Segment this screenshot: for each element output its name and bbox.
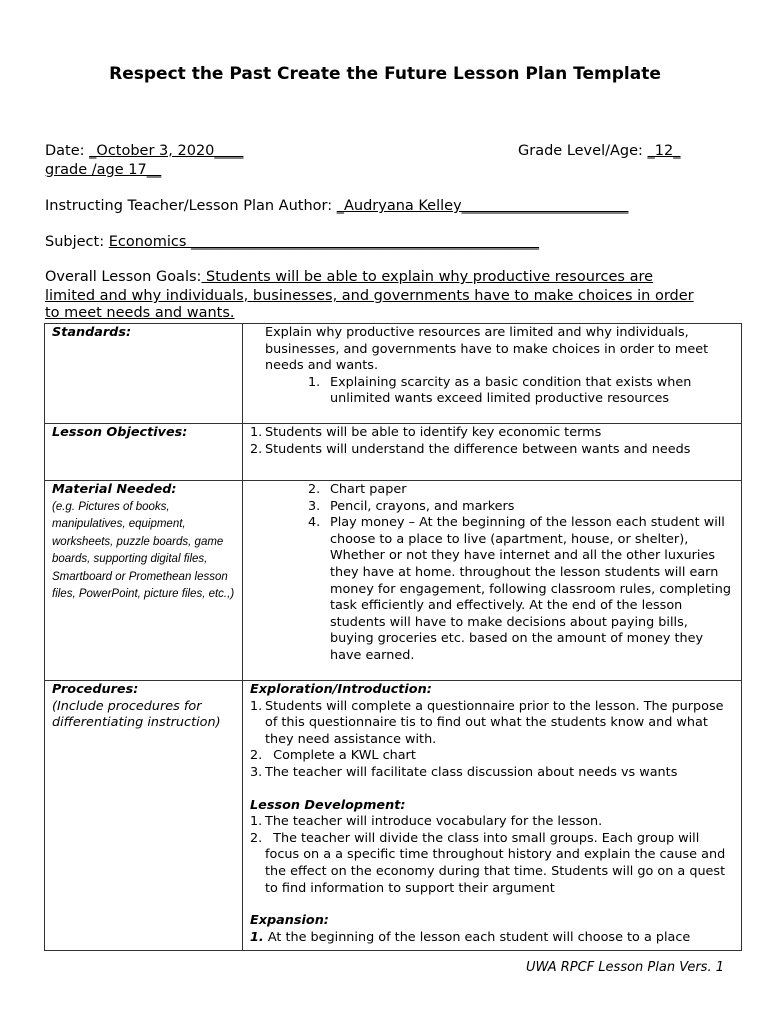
subject-line: [45, 234, 539, 250]
goals-label: Overall Lesson Goals:: [45, 269, 202, 285]
list-item: [250, 442, 735, 459]
procedures-note: (Include procedures for differentiating instruction): [52, 698, 221, 731]
development-heading: Lesson Development:: [250, 797, 406, 813]
list-text: Chart paper: [330, 482, 407, 497]
objectives-row: [45, 424, 742, 481]
expansion-heading: Expansion:: [250, 913, 329, 929]
list-text: Students will understand the difference between wants and needs: [265, 441, 691, 457]
materials-content-cell: [243, 481, 742, 681]
standards-label: Standards:: [52, 325, 132, 340]
list-number: 1.: [250, 425, 263, 440]
objectives-label-cell: [45, 424, 243, 481]
list-item: [250, 699, 735, 749]
expansion-text: At the beginning of the lesson each student will choose to a place: [263, 929, 691, 945]
list-text: Explaining scarcity as a basic condition that exists when unlimited wants exceed limited productive resources: [330, 374, 692, 407]
list-text: Students will be able to identify key economic terms: [265, 425, 602, 440]
objectives-label: Lesson Objectives:: [52, 425, 188, 440]
document-title: Respect the Past Create the Future Lesson Plan Template: [109, 64, 661, 84]
list-text: The teacher will divide the class into small groups. Each group will focus on a a specific time throughout history and explain the cause and the effect on the economy during that time. Students will go on a quest to find information to support their argument: [265, 830, 726, 896]
list-item: [250, 831, 735, 897]
list-item: [250, 482, 735, 499]
list-item: [250, 748, 735, 765]
standards-list: [250, 375, 735, 408]
list-number: 1.: [250, 814, 263, 830]
list-number: 4.: [308, 515, 321, 531]
grade-label: Grade Level/Age:: [518, 143, 648, 159]
procedures-content-cell: [243, 681, 742, 951]
goals-text-1: Students will be able to explain why productive resources are: [201, 269, 654, 285]
procedures-label: Procedures:: [52, 682, 139, 697]
standards-content-cell: [243, 324, 742, 424]
date-label: Date:: [45, 143, 90, 159]
list-number: 3.: [308, 498, 321, 514]
grade-continuation: grade /age 17__: [45, 162, 162, 178]
goals-line-2: limited and why individuals, businesses, and governments have to make choices in order: [45, 288, 694, 304]
list-text: Pencil, crayons, and markers: [330, 498, 515, 514]
list-text: Students will complete a questionnaire prior to the lesson. The purpose of this questionnaire tis to find out what the students know and what they need assistance with.: [265, 698, 724, 747]
list-item: [250, 765, 735, 782]
expansion-number: 1.: [250, 929, 264, 945]
procedures-row: [45, 681, 742, 951]
grade-value: _12_: [647, 143, 681, 159]
development-list: [250, 814, 735, 897]
list-text: Play money – At the beginning of the lesson each student will choose to a place to live (apartment, house, or shelter), Whether or not they have internet and all the other luxuries they have at home. throughout the lesson students will earn money for engagement, following classroom rules, completing task efficiently and effectively. At the end of the lesson students will have to make decisions about paying bills, buying groceries etc. based on the amount of money they have earned.: [330, 515, 731, 663]
procedures-label-cell: [45, 681, 243, 951]
list-item: [250, 499, 735, 516]
goals-line-1: [45, 269, 653, 285]
footer-version: UWA RPCF Lesson Plan Vers. 1: [526, 960, 724, 975]
standards-row: [45, 324, 742, 424]
list-item: [250, 375, 735, 408]
expansion-item: [250, 930, 735, 947]
subject-label: Subject:: [45, 234, 109, 250]
materials-label-cell: [45, 481, 243, 681]
grade-line: [518, 143, 680, 159]
list-number: 1.: [250, 698, 263, 714]
list-number: 2.: [250, 830, 263, 846]
list-item: [250, 425, 735, 442]
list-text: The teacher will introduce vocabulary for the lesson.: [265, 814, 603, 830]
standards-text: Explain why productive resources are limited and why individuals, businesses, and governments have to make choices in order to meet needs and wants.: [265, 325, 709, 374]
teacher-line: [45, 198, 628, 214]
list-number: 2.: [308, 482, 321, 497]
goals-line-3: to meet needs and wants.: [45, 305, 235, 321]
standards-label-cell: [45, 324, 243, 424]
materials-list: [250, 482, 735, 665]
exploration-heading: Exploration/Introduction:: [250, 682, 432, 697]
objectives-content-cell: [243, 424, 742, 481]
materials-label: Material Needed:: [52, 482, 177, 497]
list-text: The teacher will facilitate class discussion about needs vs wants: [265, 764, 678, 780]
subject-value: Economics ________________________________________________: [108, 234, 540, 250]
date-line: [45, 143, 243, 159]
date-value: _October 3, 2020____: [89, 143, 244, 159]
spacer: [250, 782, 735, 798]
list-item: [250, 515, 735, 664]
objectives-list: [250, 425, 735, 458]
list-number: 2.: [250, 748, 263, 764]
lesson-plan-table: [44, 323, 742, 951]
materials-note: (e.g. Pictures of books, manipulatives, equipment, worksheets, puzzle boards, game boards, supporting digital files, Smartboard or Promethean lesson files, PowerPoint, picture files, etc.,): [52, 500, 235, 601]
list-item: [250, 814, 735, 831]
list-number: 2.: [250, 441, 263, 457]
list-number: 3.: [250, 764, 263, 780]
list-text: Complete a KWL chart: [265, 748, 416, 764]
teacher-value: _Audryana Kelley_______________________: [336, 198, 629, 214]
list-number: 1.: [308, 374, 321, 390]
teacher-label: Instructing Teacher/Lesson Plan Author:: [45, 198, 337, 214]
exploration-list: [250, 699, 735, 782]
materials-row: [45, 481, 742, 681]
spacer: [250, 897, 735, 913]
